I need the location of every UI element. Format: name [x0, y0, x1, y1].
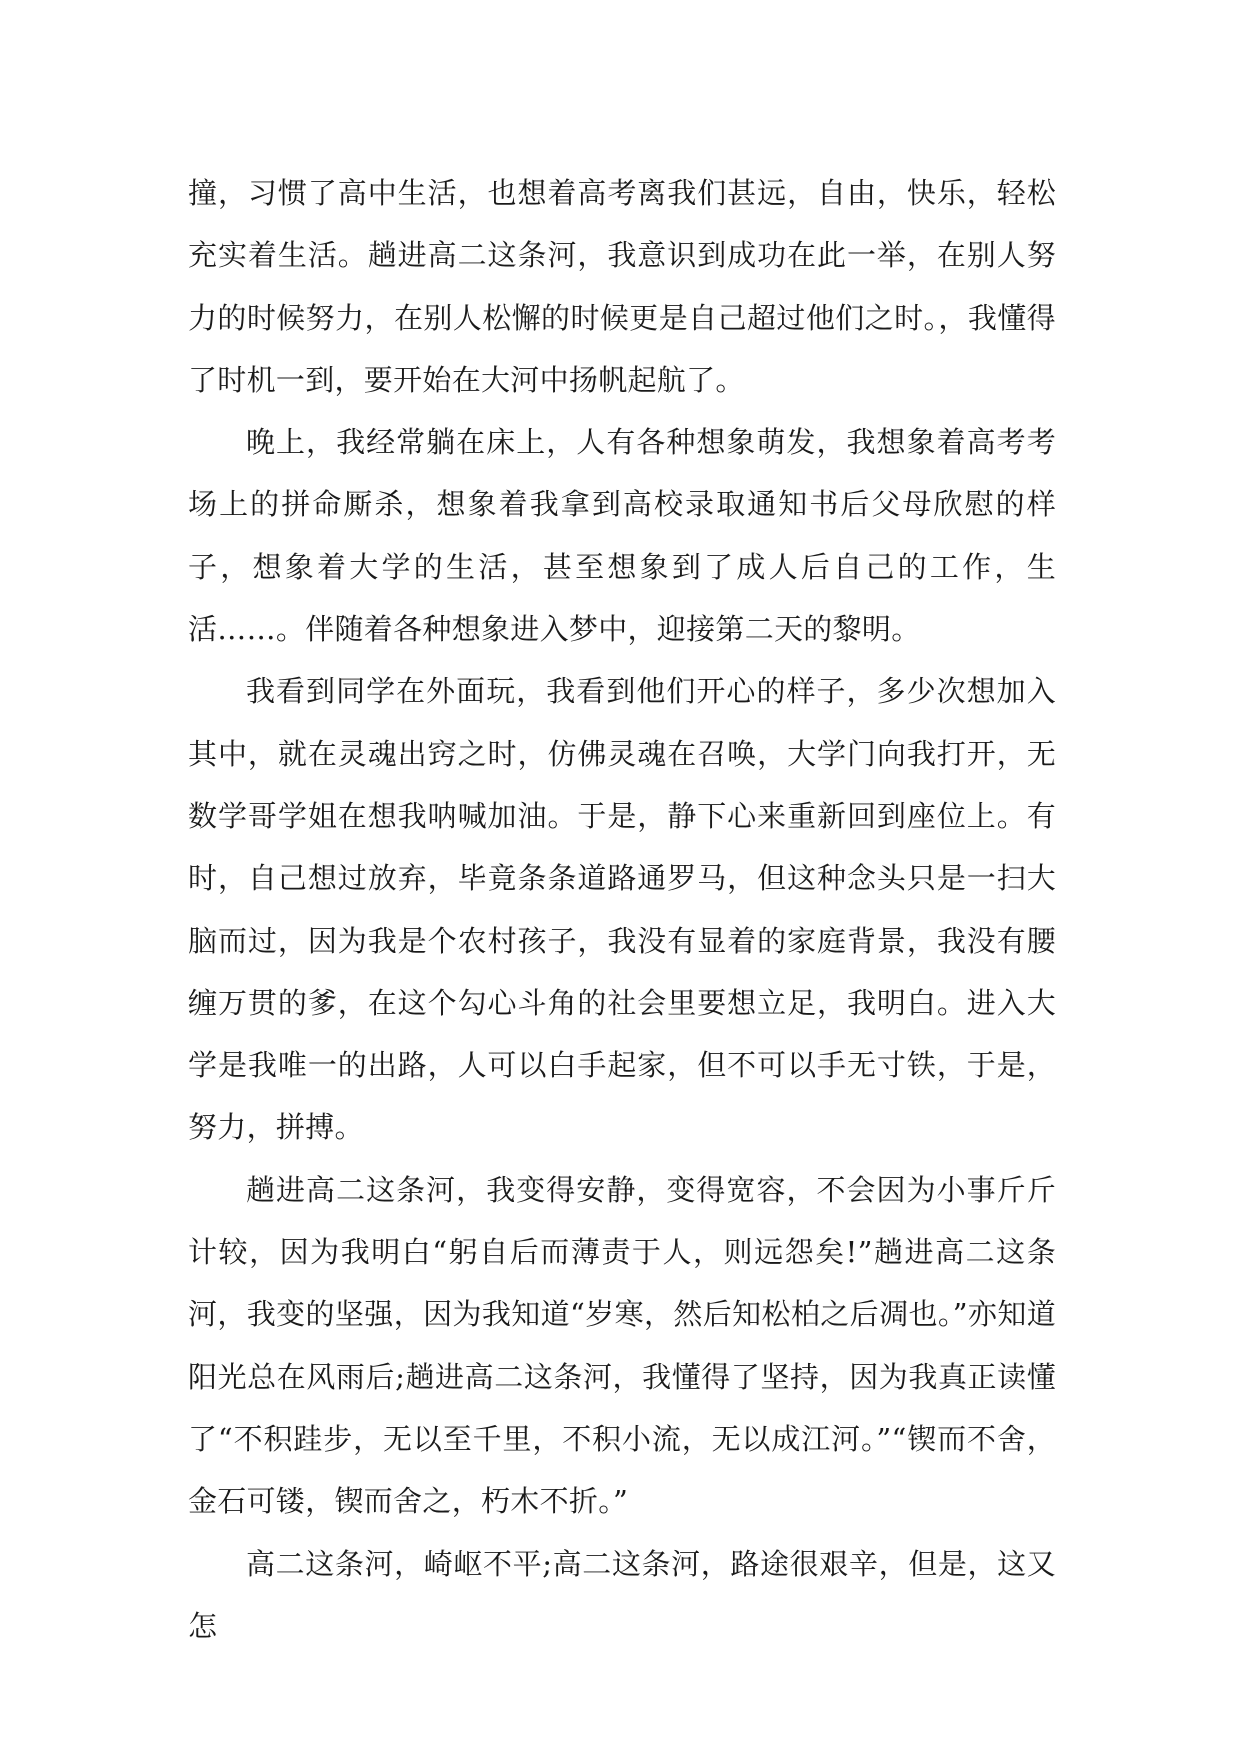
paragraph-continued: 撞，习惯了高中生活，也想着高考离我们甚远，自由，快乐，轻松充实着生活。趟进高二这条河，我意识到成功在此一举，在别人努力的时候努力，在别人松懈的时候更是自己超过他们之时。，我懂得了时机一到，要开始在大河中扬帆起航了。: [188, 176, 1056, 397]
paragraph: 高二这条河，崎岖不平;高二这条河，路途很艰辛，但是，这又怎: [188, 1546, 1056, 1643]
body-text: [188, 162, 1056, 1657]
paragraph: 我看到同学在外面玩，我看到他们开心的样子，多少次想加入其中，就在灵魂出窍之时，仿佛灵魂在召唤，大学门向我打开，无数学哥学姐在想我呐喊加油。于是，静下心来重新回到座位上。有时，自己想过放弃，毕竟条条道路通罗马，但这种念头只是一扫大脑而过，因为我是个农村孩子，我没有显着的家庭背景，我没有腰缠万贯的爹，在这个勾心斗角的社会里要想立足，我明白。进入大学是我唯一的出路，人可以白手起家，但不可以手无寸铁，于是，努力，拼搏。: [188, 674, 1056, 1145]
paragraph: 晚上，我经常躺在床上，人有各种想象萌发，我想象着高考考场上的拼命厮杀，想象着我拿到高校录取通知书后父母欣慰的样子，想象着大学的生活，甚至想象到了成人后自己的工作，生活……。伴随着各种想象进入梦中，迎接第二天的黎明。: [188, 425, 1056, 647]
paragraph: 趟进高二这条河，我变得安静，变得宽容，不会因为小事斤斤计较，因为我明白“躬自后而薄责于人，则远怨矣!”趟进高二这条河，我变的坚强，因为我知道“岁寒，然后知松柏之后凋也。”亦知道阳光总在风雨后;趟进高二这条河，我懂得了坚持，因为我真正读懂了“不积跬步，无以至千里，不积小流，无以成江河。”“锲而不舍，金石可镂，锲而舍之，朽木不折。”: [188, 1172, 1056, 1519]
